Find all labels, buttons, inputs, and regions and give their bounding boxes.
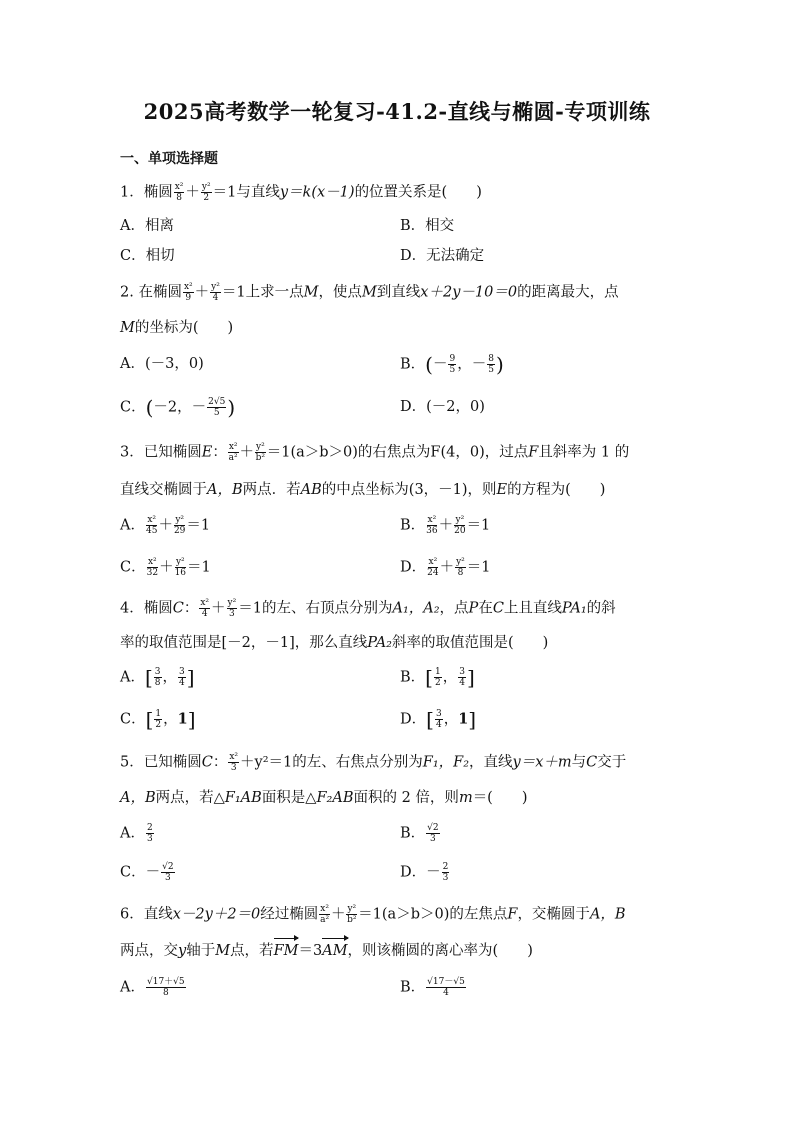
- question-6: 6．直线x－2y＋2＝0经过椭圆 $\frac{\text{x²}}{\text{a²}}$ ＋ $\frac{\text{y²}}{\text{b²}}$ ＝1(a＞b＞0)的左焦点F，交椭圆于A，B: [120, 904, 626, 925]
- q4-option-d: D．[ $\frac{3}{4}$ ，1]: [400, 707, 477, 732]
- q5-option-b: B． $\frac{√2}{3}$: [400, 823, 439, 844]
- q1-option-c: C．相切: [120, 248, 175, 264]
- q6-option-b: B． $\frac{√17-√5}{4}$: [400, 977, 465, 998]
- q1-option-d: D．无法确定: [400, 248, 485, 264]
- question-5: 5．已知椭圆C： $\frac{\text{x²}}{3}$ ＋y²＝1的左、右焦点分别为F₁，F₂，直线y＝x＋m与C交于: [120, 752, 627, 773]
- q2-option-a: A．(－3，0): [120, 356, 204, 372]
- q6-option-a: A． $\frac{√17+√5}{8}$: [120, 977, 185, 998]
- q4-option-c: C．[ $\frac{1}{2}$ ，1]: [120, 707, 196, 732]
- question-2: 2. 在椭圆 $\frac{\text{x²}}{9}$ ＋ $\frac{\text{y²}}{4}$ ＝1上求一点M，使点M到直线x＋2y－10＝0的距离最大，点: [120, 282, 619, 303]
- fraction: $\frac{\text{x²}}{9}$: [183, 282, 193, 303]
- section-heading: 一、单项选择题: [120, 151, 218, 167]
- q5-option-c: C．－ $\frac{√2}{3}$: [120, 862, 174, 883]
- question-3: 3．已知椭圆E： $\frac{\text{x²}}{\text{a²}}$ ＋ $\frac{\text{y²}}{\text{b²}}$ ＝1(a＞b＞0)的右焦点为F(4，0)，过点F且斜率为 1 的: [120, 442, 630, 463]
- fraction: $\frac{\text{x²}}{8}$: [174, 182, 184, 203]
- q5-option-a: A． $\frac{2}{3}$: [120, 823, 153, 844]
- q3-option-c: C． $\frac{\text{x²}}{32}$ ＋ $\frac{\text{y²}}{16}$ ＝1: [120, 557, 211, 578]
- q1-option-b: B．相交: [400, 218, 455, 234]
- vector-fm: FM: [273, 943, 299, 959]
- fraction: $\frac{\text{y²}}{2}$: [201, 182, 211, 203]
- page-title: 2025高考数学一轮复习-41.2-直线与椭圆-专项训练: [143, 99, 651, 124]
- question-3-line-2: 直线交椭圆于A，B两点．若AB的中点坐标为(3，－1)，则E的方程为( ): [120, 482, 606, 498]
- q2-option-b: B．(－ $\frac{9}{5}$ ，－ $\frac{8}{5}$ ): [400, 352, 504, 377]
- vector-am: AM: [322, 943, 348, 959]
- q5-option-d: D．－ $\frac{2}{3}$: [400, 862, 449, 883]
- q3-option-a: A． $\frac{\text{x²}}{45}$ ＋ $\frac{\text{y²}}{29}$ ＝1: [120, 515, 211, 536]
- question-4: 4．椭圆C： $\frac{\text{x²}}{4}$ ＋ $\frac{\text{y²}}{3}$ ＝1的左、右顶点分别为A₁，A₂，点P在C上且直线PA₁的斜: [120, 598, 616, 619]
- q4-option-b: B．[ $\frac{1}{2}$ ， $\frac{3}{4}$ ]: [400, 665, 475, 690]
- question-4-line-2: 率的取值范围是[－2，－1]，那么直线PA₂斜率的取值范围是( ): [120, 635, 549, 651]
- question-5-line-2: A，B两点，若△F₁AB面积是△F₂AB面积的 2 倍，则m＝( ): [120, 790, 528, 806]
- q3-option-b: B． $\frac{\text{x²}}{36}$ ＋ $\frac{\text{y²}}{20}$ ＝1: [400, 515, 491, 536]
- q4-option-a: A．[ $\frac{3}{8}$ ， $\frac{3}{4}$ ]: [120, 665, 195, 690]
- question-2-line-2: M的坐标为( ): [120, 320, 234, 336]
- q2-option-d: D．(－2，0): [400, 399, 485, 415]
- question-6-line-2: 两点，交y轴于M点，若FM＝3AM，则该椭圆的离心率为( ): [120, 943, 533, 959]
- question-1: 1．椭圆 $\frac{\text{x²}}{8}$ ＋ $\frac{\text{y²}}{2}$ ＝1与直线y＝k(x－1)的位置关系是( ): [120, 182, 482, 203]
- fraction: $\frac{\text{y²}}{4}$: [211, 282, 220, 303]
- q3-option-d: D． $\frac{\text{x²}}{24}$ ＋ $\frac{\text{y²}}{8}$ ＝1: [400, 557, 491, 578]
- q1-option-a: A．相离: [120, 218, 174, 234]
- q2-option-c: C．(－2，－ $\frac{2√5}{5}$ ): [120, 395, 236, 420]
